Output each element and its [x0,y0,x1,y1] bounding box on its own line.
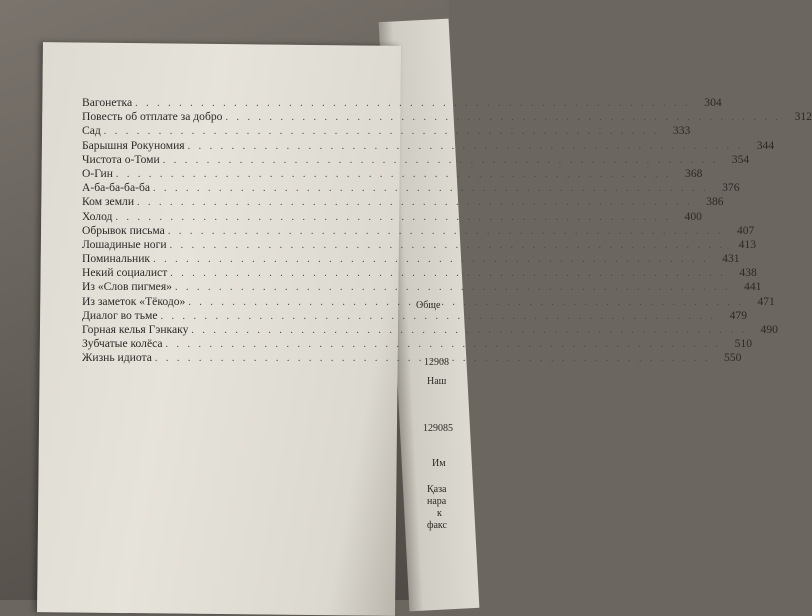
dot-leader [225,111,781,125]
right-page-fragment: Им [432,458,446,469]
right-page-fragment: факс [427,520,447,531]
toc-entry [82,124,691,138]
toc-entry [82,96,722,110]
toc-entry-title: Жизнь идиота [82,351,152,365]
right-page-fragment: 129085 [423,423,453,434]
right-page-fragment: Қаза [427,484,447,495]
toc-entry-page: 490 [760,323,778,336]
dot-leader [135,97,691,111]
toc-entry [82,323,778,337]
toc-entry-page: 479 [729,308,748,322]
toc-entry-page: 400 [684,209,702,223]
dot-leader [166,338,722,352]
toc-entry-title: Обрывок письма [82,223,165,237]
dot-leader [137,196,693,210]
dot-leader [116,168,672,182]
toc-entry-page: 413 [738,237,757,251]
toc-entry-page: 386 [706,195,724,209]
dot-leader [191,324,747,338]
toc-entry [82,266,757,280]
toc-entry [82,308,748,323]
toc-entry-title: А-ба-ба-ба-ба [82,181,150,195]
toc-entry-page: 333 [672,124,691,138]
right-page-fragment: нара [427,496,447,507]
dot-leader [115,211,671,225]
toc-entry [82,337,753,351]
toc-entry-page: 304 [704,96,722,109]
dot-leader [104,125,660,139]
toc-entry-page: 510 [734,337,753,351]
toc-entry [82,181,740,195]
toc-entry-title: Из заметок «Тёкодо» [82,294,186,308]
toc-entry-page: 438 [739,266,757,280]
toc-entry [82,166,703,181]
toc-entry-title: Чистота о-Томи [82,152,160,166]
toc-entry-title: Холод [82,209,113,223]
right-page-fragment: к [437,508,442,519]
right-page-fragment: Наш [427,376,447,387]
toc-entry-title: О-Гин [82,166,113,180]
dot-leader [175,281,731,295]
dot-leader [161,310,717,324]
dot-leader [155,352,711,366]
toc-entry-title: Диалог во тьме [82,308,158,322]
toc-entry [82,209,702,224]
toc-entry-title: Сад [82,124,101,138]
toc-entry-title: Повесть об отплате за добро [82,110,223,124]
toc-entry-title: Некий социалист [82,266,168,280]
toc-entry-title: Поминальник [82,252,151,266]
toc-entry [82,223,755,238]
toc-entry [82,110,812,124]
dot-leader [168,225,724,239]
toc-entry-page: 550 [723,351,742,365]
dot-leader [163,154,719,168]
toc-entry [82,195,724,209]
dot-leader [153,182,709,196]
toc-entry-page: 407 [736,223,755,237]
toc-entry-title: Горная келья Гэнкаку [82,323,189,336]
toc-entry-title: Ком земли [82,195,135,209]
toc-entry [82,237,757,252]
toc-entry [82,138,775,153]
dot-leader [170,239,726,253]
toc-entry-page: 441 [744,280,762,294]
toc-entry-page: 312 [794,110,812,124]
toc-entry [82,280,762,294]
toc-entry-page: 471 [757,294,775,308]
dot-leader [188,296,744,310]
toc-entry [82,252,740,266]
dot-leader [153,253,709,267]
toc-entry-page: 431 [722,252,740,266]
toc-entry [82,152,750,167]
toc-entry-page: 354 [731,152,750,166]
right-page-fragment: 12908 [424,357,449,368]
toc-entry-title: Барышня Рокуномия [82,138,185,152]
toc-entry-page: 376 [722,181,740,195]
toc-entry-page: 368 [685,166,703,180]
dot-leader [188,140,744,154]
toc-entry-title: Вагонетка [82,96,133,109]
right-page-fragment: Обще [416,300,441,311]
dot-leader [170,267,726,281]
toc-entry-title: Лошадиные ноги [82,237,167,251]
toc-entry-title: Из «Слов пигмея» [82,280,172,294]
toc-entry-title: Зубчатые колёса [82,337,163,351]
toc-entry-page: 344 [756,138,775,152]
